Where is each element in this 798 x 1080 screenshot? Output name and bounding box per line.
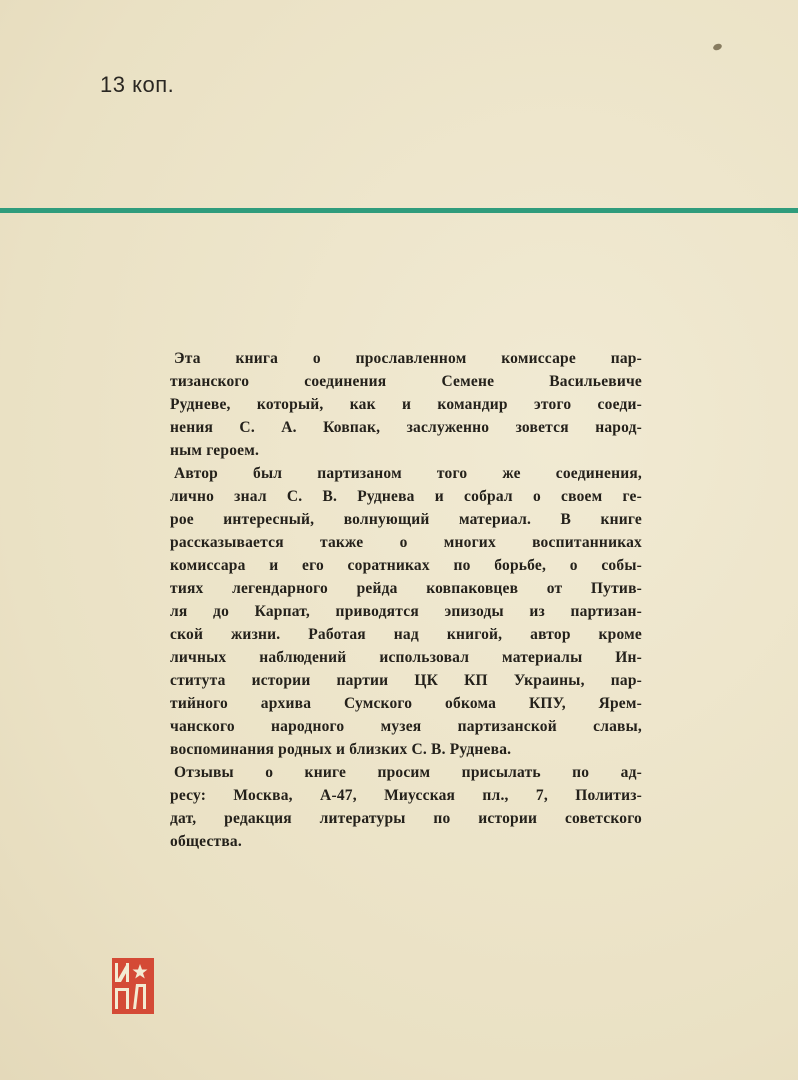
- text-line: чанского народного музея партизанской славы,: [170, 718, 642, 735]
- text-line: тизанского соединения Семене Васильевиче: [170, 373, 642, 390]
- text-line: ля до Карпат, приводятся эпизоды из партизан-: [170, 603, 642, 620]
- text-line: Рудневе, который, как и командир этого соеди-: [170, 396, 642, 413]
- text-line: рассказывается также о многих воспитанниках: [170, 534, 642, 551]
- text-line: нения С. А. Ковпак, заслуженно зовется народ-: [170, 419, 642, 436]
- ink-spot: [712, 43, 723, 52]
- text-line: лично знал С. В. Руднева и собрал о своем ге-: [170, 488, 642, 505]
- text-line: дат, редакция литературы по истории советского: [170, 810, 642, 827]
- text-line: ской жизни. Работая над книгой, автор кроме: [170, 626, 642, 643]
- text-line: комиссара и его соратниках по борьбе, о собы-: [170, 557, 642, 574]
- text-line: Эта книга о прославленном комиссаре пар-: [174, 350, 642, 367]
- text-line: Отзывы о книге просим присылать по ад-: [174, 764, 642, 781]
- text-line: ститута истории партии ЦК КП Украины, пар-: [170, 672, 642, 689]
- annotation-paragraph: [170, 462, 642, 761]
- green-rule: [0, 208, 798, 213]
- annotation-paragraph: [170, 761, 642, 853]
- text-line: тиях легендарного рейда ковпаковцев от Путив-: [170, 580, 642, 597]
- text-line: воспоминания родных и близких С. В. Руднева.: [170, 741, 512, 758]
- text-line: Автор был партизаном того же соединения,: [174, 465, 642, 482]
- text-line: ным героем.: [170, 442, 260, 459]
- annotation-text: [170, 347, 642, 853]
- price-label: 13 коп.: [100, 72, 175, 97]
- text-line: тийного архива Сумского обкома КПУ, Ярем-: [170, 695, 642, 712]
- text-line: личных наблюдений использовал материалы Ин-: [170, 649, 642, 666]
- annotation-paragraph: [170, 347, 642, 462]
- text-line: рое интересный, волнующий материал. В книге: [170, 511, 642, 528]
- publisher-logo-icon: [112, 958, 154, 1014]
- text-line: ресу: Москва, А-47, Миусская пл., 7, Политиз-: [170, 787, 642, 804]
- text-line: общества.: [170, 833, 242, 850]
